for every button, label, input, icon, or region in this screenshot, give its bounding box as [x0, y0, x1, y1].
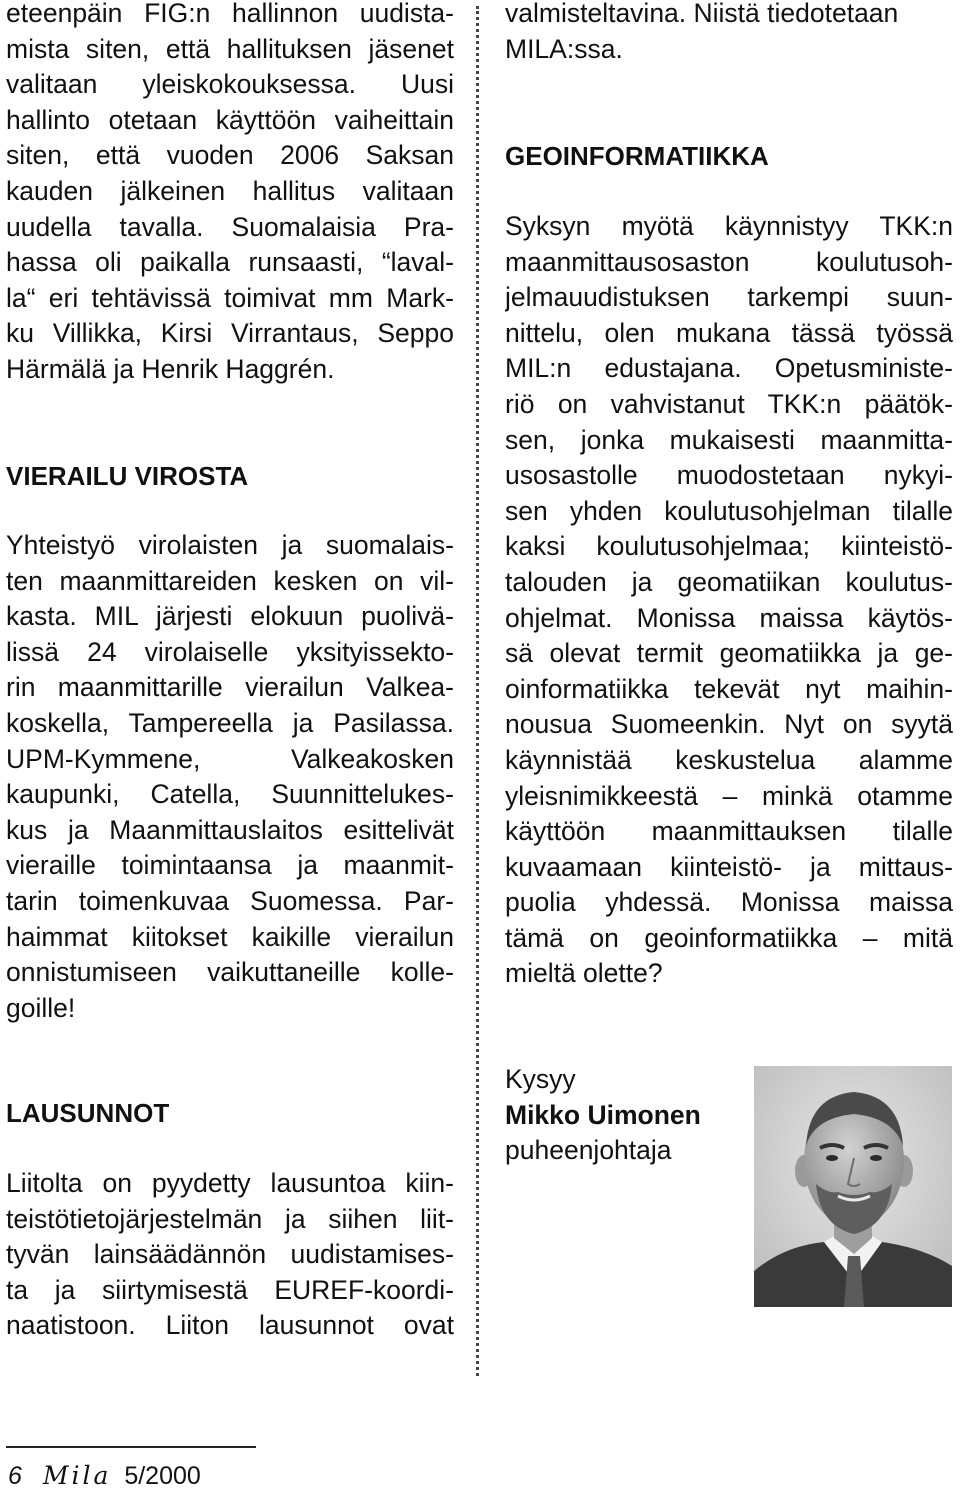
text-line: onnistumiseen vaikuttaneille kolle- — [6, 957, 454, 988]
text-line: eteenpäin FIG:n hallinnon uudista- — [6, 0, 454, 28]
footer-rule — [6, 1446, 256, 1448]
text-line: jelmauudistuksen tarkempi suun- — [505, 282, 953, 313]
text-line: koskella, Tampereella ja Pasilassa. — [6, 707, 454, 738]
text-line: ten maanmittareiden kesken on vil- — [6, 565, 454, 596]
text-line: talouden ja geomatiikan koulutus- — [505, 566, 953, 597]
text-line: sen, jonka mukaisesti maanmitta- — [505, 424, 953, 455]
text-line: teistötietojärjestelmän ja siihen liit- — [6, 1203, 454, 1234]
text-line: siten, että vuoden 2006 Saksan — [6, 140, 454, 171]
text-line: sä olevat termit geomatiikka ja ge- — [505, 638, 953, 669]
section-heading-vierailu: VIERAILU VIROSTA — [6, 461, 249, 491]
section-heading-geoinformatiikka: GEOINFORMATIIKKA — [505, 141, 769, 171]
text-line: uudella tavalla. Suomalaisia Pra- — [6, 211, 454, 242]
text-line: ku Villikka, Kirsi Virrantaus, Seppo — [6, 318, 454, 349]
text-line: mista siten, että hallituksen jäsenet — [6, 33, 454, 64]
page-number: 6 — [8, 1462, 22, 1490]
text-line: tämä on geoinformatiikka – mitä — [505, 922, 953, 953]
text-line: sen yhden koulutusohjelman tilalle — [505, 495, 953, 526]
text-line: ohjelmat. Monissa maissa käytös- — [505, 602, 953, 633]
column-divider — [476, 6, 479, 1376]
text-line: kasta. MIL järjesti elokuun puolivä- — [6, 601, 454, 632]
lausunnot-paragraph — [6, 1166, 454, 1344]
text-line: MIL:n edustajana. Opetusministe- — [505, 353, 953, 384]
text-line: usosastolle muodostetaan nykyi- — [505, 460, 953, 491]
vierailu-paragraph — [6, 528, 454, 1026]
text-line: valmisteltavina. Niistä tiedotetaan — [505, 0, 899, 28]
text-line: valitaan yleiskokouksessa. Uusi — [6, 69, 454, 100]
magazine-logo: Mila — [42, 1461, 112, 1490]
signature-name: Mikko Uimonen — [505, 1099, 701, 1130]
text-line: tyvän lainsäädännön uudistamises- — [6, 1239, 454, 1270]
text-line: riö on vahvistanut TKK:n päätök- — [505, 388, 953, 419]
text-line: puolia yhdessä. Monissa maissa — [505, 887, 953, 918]
text-line: Härmälä ja Henrik Haggrén. — [6, 353, 335, 384]
text-line: mieltä olette? — [505, 958, 663, 989]
text-line: haimmat kiitokset kaikille vierailun — [6, 921, 454, 952]
portrait-photo — [754, 1066, 952, 1307]
text-line: lissä 24 virolaiselle yksityissekto- — [6, 636, 454, 667]
continuation-paragraph — [505, 0, 953, 67]
text-line: oinformatiikka tekevät nyt maihin- — [505, 673, 953, 704]
text-line: Syksyn myötä käynnistyy TKK:n — [505, 211, 953, 241]
text-line: yleisnimikkeestä – minkä otamme — [505, 780, 953, 811]
text-line: hallinto otetaan käyttöön vaiheittain — [6, 104, 454, 135]
text-line: vieraille toimintaansa ja maanmit- — [6, 850, 454, 881]
issue-number: 5/2000 — [124, 1462, 201, 1490]
text-line: UPM-Kymmene, Valkeakosken — [6, 743, 454, 774]
text-line: MILA:ssa. — [505, 33, 623, 64]
text-line: nousua Suomeenkin. Nyt on syytä — [505, 709, 953, 740]
text-line: Yhteistyö virolaisten ja suomalais- — [6, 530, 454, 560]
text-line: kus ja Maanmittauslaitos esittelivät — [6, 814, 454, 845]
signature-title: puheenjohtaja — [505, 1135, 672, 1166]
text-line: kaupunki, Catella, Suunnittelukes- — [6, 779, 454, 810]
text-line: käyttöön maanmittauksen tilalle — [505, 816, 953, 847]
text-line: nittelu, olen mukana tässä työssä — [505, 317, 953, 348]
text-line: Liitolta on pyydetty lausuntoa kiin- — [6, 1168, 454, 1198]
text-line: la“ eri tehtävissä toimivat mm Mark- — [6, 282, 454, 313]
text-line: rin maanmittarille vierailun Valkea- — [6, 672, 454, 703]
text-line: tarin toimenkuvaa Suomessa. Par- — [6, 885, 454, 916]
geoinformatiikka-paragraph — [505, 209, 953, 992]
text-line: hassa oli paikalla runsaasti, “laval- — [6, 247, 454, 278]
intro-paragraph — [6, 0, 454, 388]
text-line: ta ja siirtymisestä EUREF-koordi- — [6, 1274, 454, 1305]
text-line: kaksi koulutusohjelmaa; kiinteistö- — [505, 531, 953, 562]
text-line: goille! — [6, 992, 76, 1023]
page-footer — [8, 1462, 201, 1490]
signature-block — [505, 1062, 745, 1169]
text-line: maanmittausosaston koulutusoh- — [505, 246, 953, 277]
section-heading-lausunnot: LAUSUNNOT — [6, 1098, 170, 1128]
text-line: kuvaamaan kiinteistö- ja mittaus- — [505, 851, 953, 882]
text-line: käynnistää keskustelua alamme — [505, 744, 953, 775]
text-line: naatistoon. Liiton lausunnot ovat — [6, 1310, 454, 1341]
signature-ask: Kysyy — [505, 1064, 576, 1094]
text-line: kauden jälkeinen hallitus valitaan — [6, 175, 454, 206]
